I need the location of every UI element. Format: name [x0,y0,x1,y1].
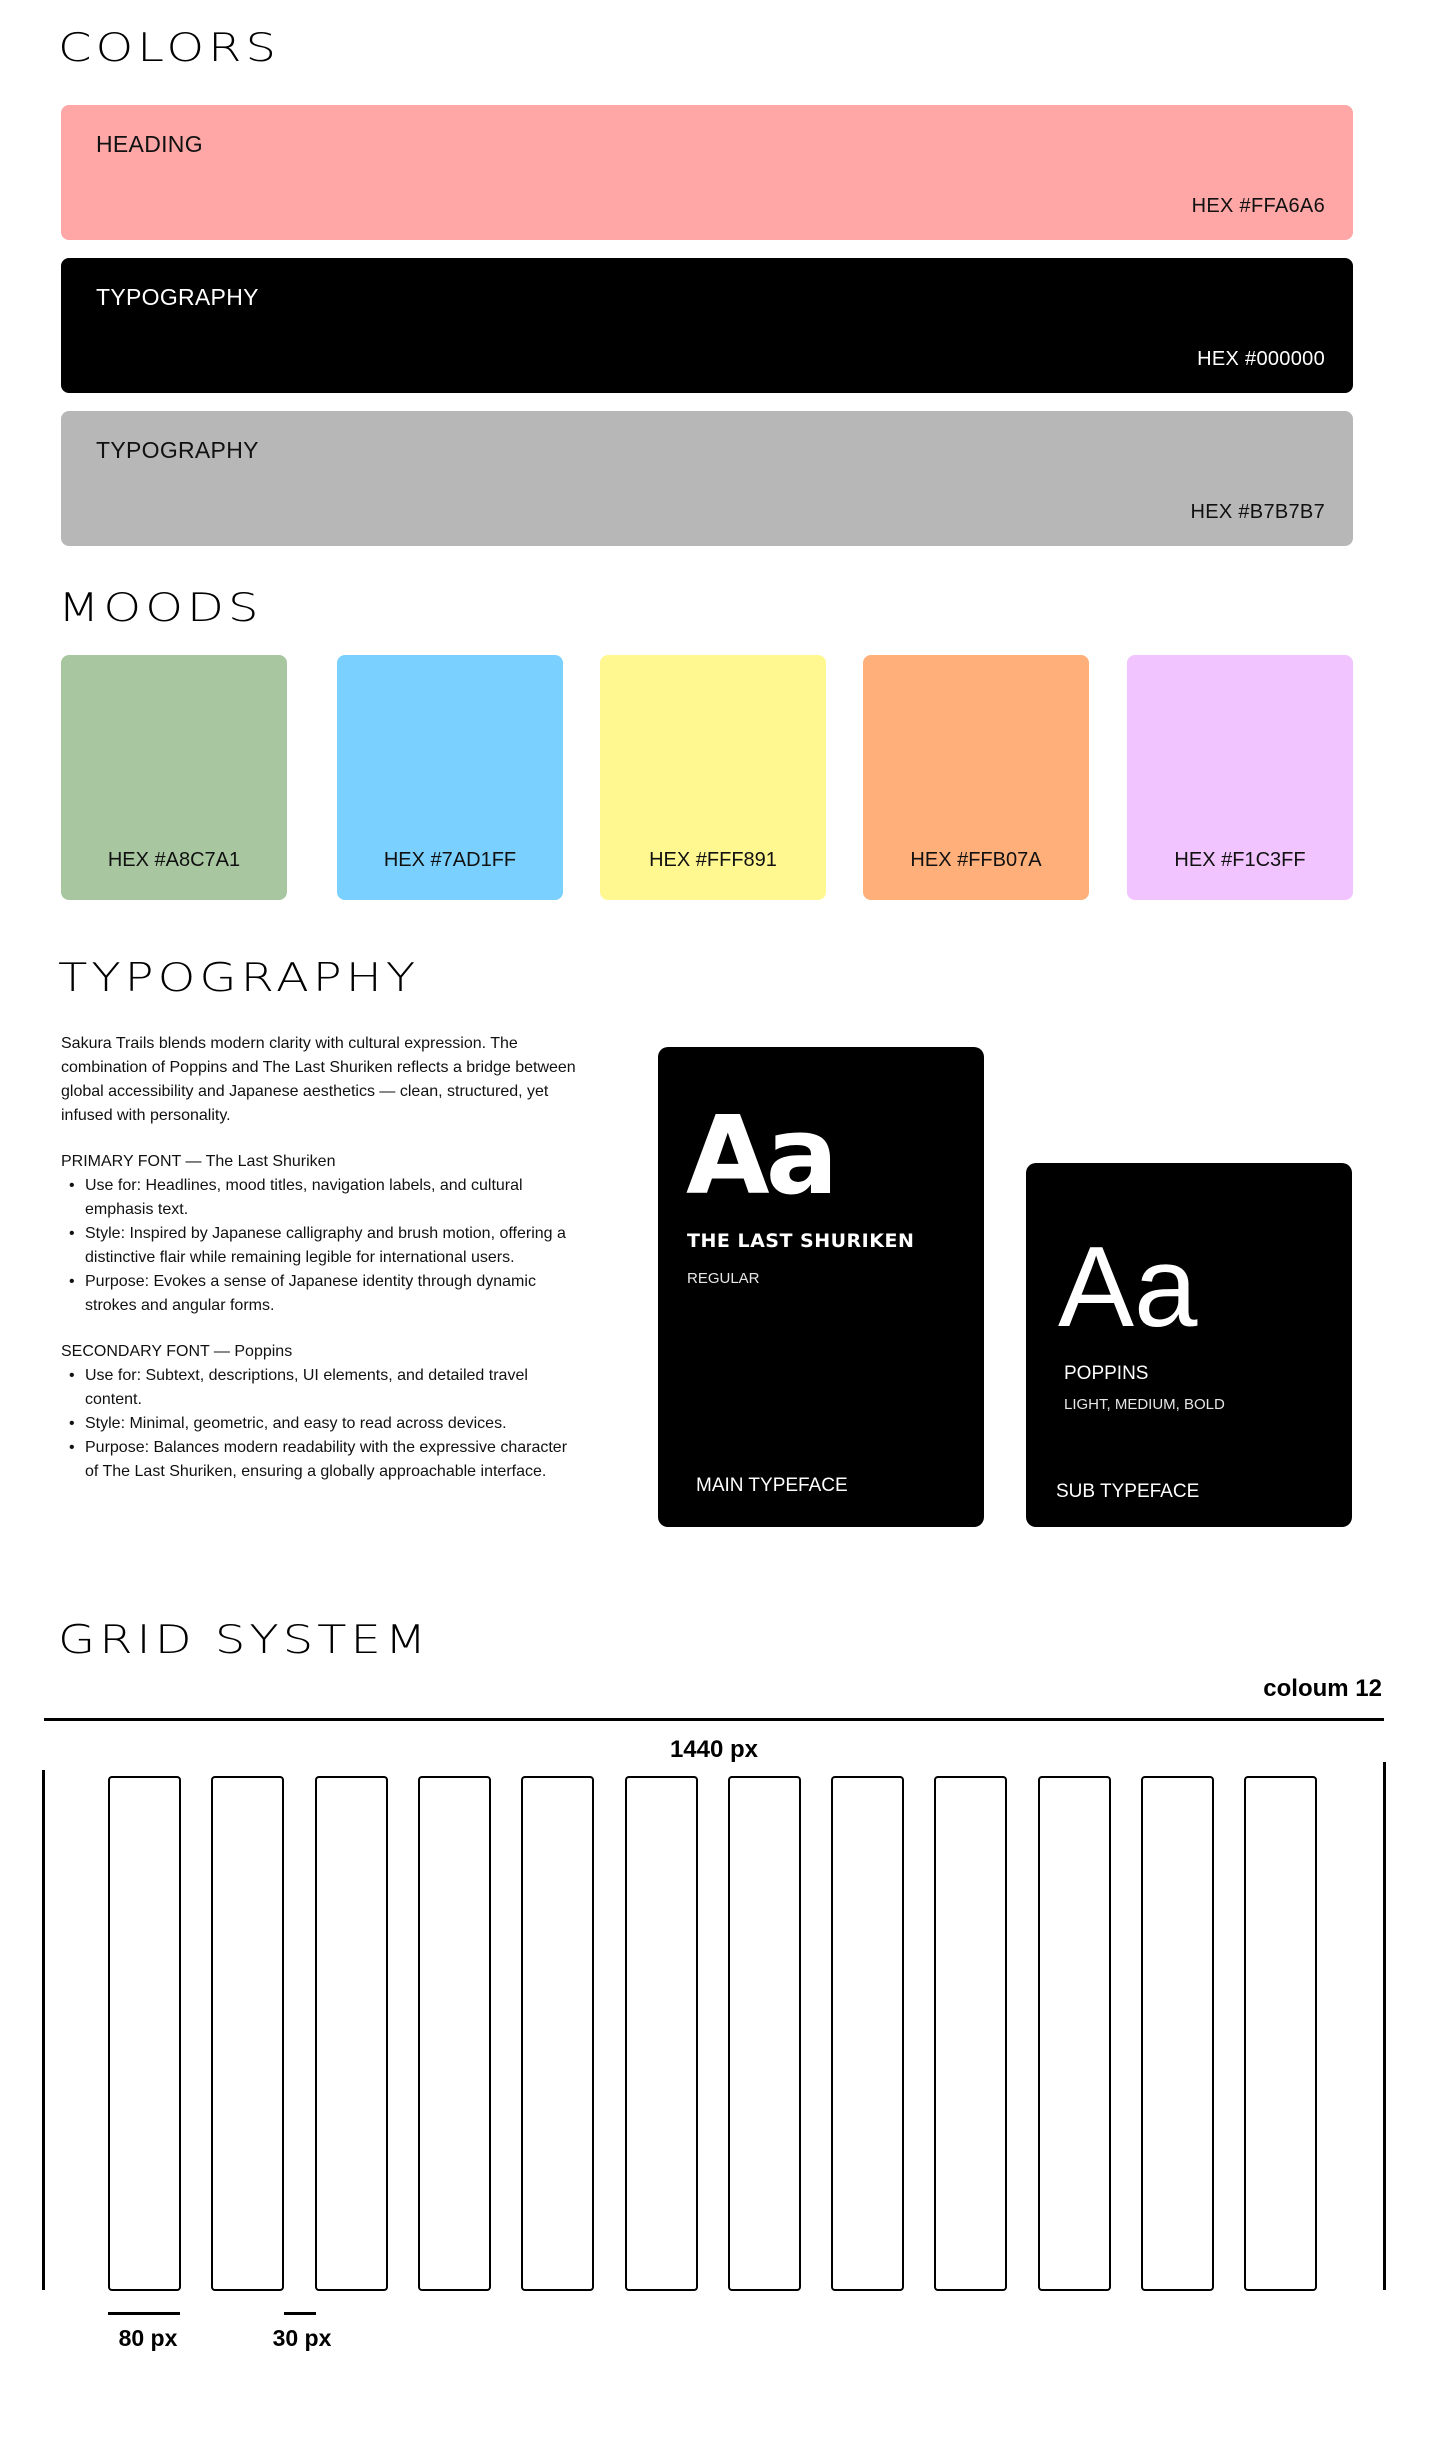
grid-column [728,1776,801,2291]
column-width-indicator [108,2312,180,2315]
swatch-hex: HEX #FFA6A6 [1191,195,1325,217]
main-typeface-name: THE LAST SHURIKEN [687,1230,915,1252]
column-width-label: 80 px [118,2325,178,2351]
mood-hex: HEX #F1C3FF [1174,849,1306,871]
typography-title: TYPOGRAPHY [58,954,420,1001]
sub-typeface-sample: Aa [1058,1224,1198,1351]
secondary-font-list [61,1364,581,1484]
grid-column [418,1776,491,2291]
mood-swatch-orange [863,655,1089,900]
primary-font-heading: PRIMARY FONT — The Last Shuriken [61,1153,336,1170]
mood-hex: HEX #FFB07A [910,849,1042,871]
list-item: • Purpose: Evokes a sense of Japanese identity through dynamic strokes and angular forms. [61,1270,581,1318]
main-typeface-caption: MAIN TYPEFACE [696,1475,848,1496]
typography-intro: Sakura Trails blends modern clarity with cultural expression. The combination of Poppins and The Last Shuriken reflects a bridge between global accessibility and Japanese aesthetics — clean, structured, yet infused with personality. [61,1035,576,1124]
grid-column [1244,1776,1317,2291]
swatch-hex: HEX #B7B7B7 [1190,501,1325,523]
color-swatch-heading [61,105,1353,240]
total-width-label: 1440 px [669,1736,759,1763]
grid-column [625,1776,698,2291]
sub-typeface-weights: LIGHT, MEDIUM, BOLD [1064,1396,1225,1413]
colors-title: COLORS [58,24,280,71]
color-swatch-typography-gray [61,411,1353,546]
swatch-hex: HEX #000000 [1197,348,1325,370]
main-typeface-weights: REGULAR [687,1270,760,1287]
mood-swatch-blue [337,655,563,900]
grid-column [831,1776,904,2291]
grid-column [211,1776,284,2291]
grid-right-boundary [1383,1762,1386,2290]
grid-column [1141,1776,1214,2291]
grid-column [108,1776,181,2291]
sub-typeface-card [1026,1163,1352,1527]
list-item: • Purpose: Balances modern readability with the expressive character of The Last Shuriken, ensuring a globally approachable interface. [61,1436,581,1484]
list-item: • Use for: Headlines, mood titles, navigation labels, and cultural emphasis text. [61,1174,581,1222]
gutter-width-indicator [284,2312,316,2315]
swatch-label: TYPOGRAPHY [96,437,259,463]
list-item: • Style: Minimal, geometric, and easy to read across devices. [61,1412,581,1436]
color-swatch-typography-black [61,258,1353,393]
primary-font-list [61,1174,581,1318]
grid-column [521,1776,594,2291]
mood-swatch-lavender [1127,655,1353,900]
main-typeface-sample: Aa [686,1094,835,1219]
grid-system-title: GRID SYSTEM [58,1616,431,1663]
gutter-width-label: 30 px [272,2325,332,2351]
typography-description [61,1032,581,1506]
total-width-line [44,1718,1384,1721]
main-typeface-card [658,1047,984,1527]
mood-hex: HEX #A8C7A1 [107,849,241,871]
swatch-label: TYPOGRAPHY [96,284,259,310]
grid-left-boundary [42,1770,45,2290]
moods-title: MOODS [58,584,263,631]
mood-swatch-green [61,655,287,900]
grid-column [315,1776,388,2291]
list-item: • Use for: Subtext, descriptions, UI elements, and detailed travel content. [61,1364,581,1412]
sub-typeface-caption: SUB TYPEFACE [1056,1481,1200,1502]
mood-swatch-yellow [600,655,826,900]
grid-column [1038,1776,1111,2291]
sub-typeface-name: POPPINS [1064,1363,1149,1384]
swatch-label: HEADING [96,131,203,157]
mood-hex: HEX #FFF891 [649,849,777,871]
mood-hex: HEX #7AD1FF [383,849,517,871]
list-item: • Style: Inspired by Japanese calligraphy and brush motion, offering a distinctive flair while remaining legible for international users. [61,1222,581,1270]
column-count-label: coloum 12 [1263,1675,1382,1702]
grid-column [934,1776,1007,2291]
secondary-font-heading: SECONDARY FONT — Poppins [61,1343,293,1360]
